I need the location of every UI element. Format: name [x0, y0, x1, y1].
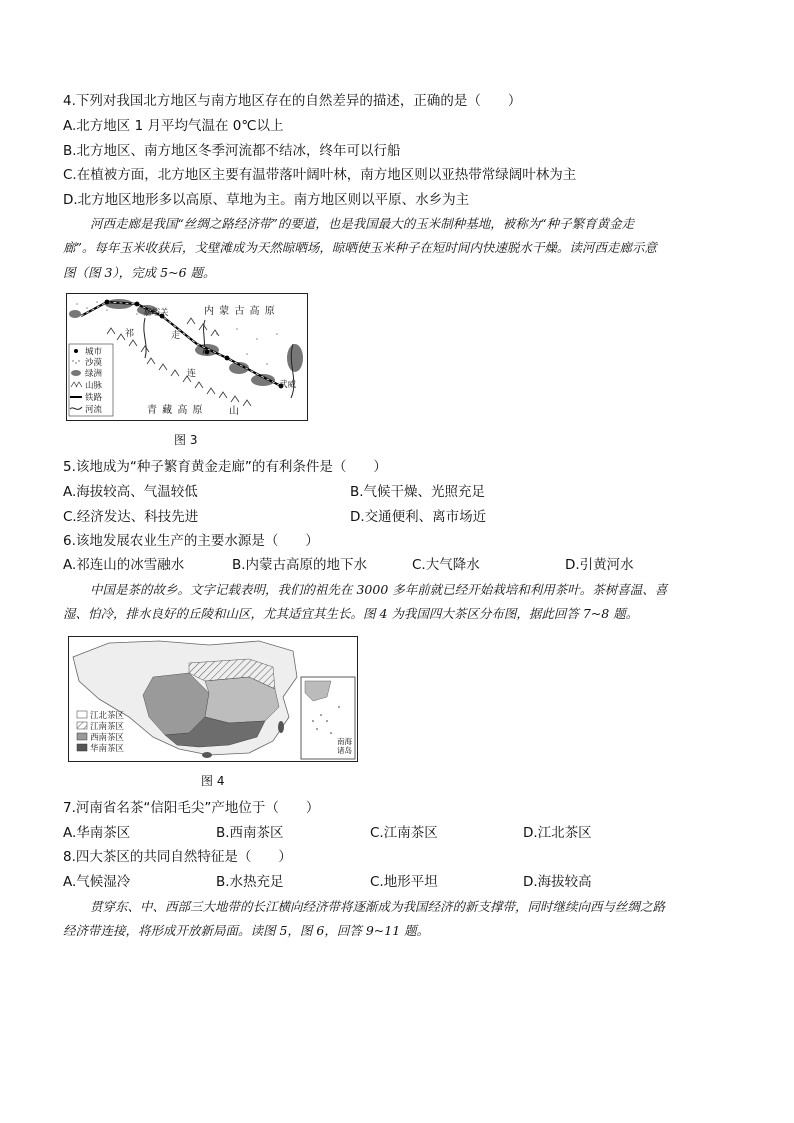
label-jiayuguan: 嘉峪关: [143, 308, 169, 318]
q7-option-a: A.华南茶区: [63, 825, 131, 841]
q7-option-b: B.西南茶区: [216, 825, 284, 841]
legend-swatch-southwest: [77, 733, 87, 740]
label-wuwei: 武威: [279, 380, 297, 390]
fig3-legend-desert: 沙漠: [85, 358, 103, 368]
label-lian: 连: [187, 369, 197, 379]
fig3-caption: 图 3: [174, 433, 198, 447]
fig3-legend-mountain: 山脉: [85, 381, 103, 391]
q6-stem: 6.该地发展农业生产的主要水源是（ ）: [63, 533, 319, 549]
q6-option-c: C.大气降水: [412, 557, 480, 573]
passage1-line1: 河西走廊是我国“丝绸之路经济带”的要道，也是我国最大的玉米制种基地，被称为“种子繁育黄金走: [90, 216, 635, 231]
q6-option-d: D.引黄河水: [565, 557, 634, 573]
fig4-caption: 图 4: [201, 774, 225, 788]
label-zou: 走: [171, 331, 181, 341]
q5-stem: 5.该地成为“种子繁育黄金走廊”的有利条件是（ ）: [63, 459, 387, 475]
legend-swatch-jiangnan: [77, 722, 87, 729]
passage3-line2: 经济带连接，将形成开放新局面。读图 5，图 6，回答 9~11 题。: [63, 923, 430, 938]
legend-oasis-icon: [71, 370, 81, 376]
q7-option-c: C.江南茶区: [370, 825, 438, 841]
fig4-legend-southchina: 华南茶区: [90, 744, 125, 754]
passage1-line2: 廊”。每年玉米收获后，戈壁滩成为天然晾晒场，晾晒使玉米种子在短时间内快速脱水干燥。读河西走廊示意: [63, 240, 657, 255]
passage3-line1: 贯穿东、中、西部三大地带的长江横向经济带将逐渐成为我国经济的新支撑带，同时继续向西与丝绸之路: [90, 899, 666, 914]
fig3-legend-oasis: 绿洲: [85, 369, 103, 379]
hexi-corridor-map: [66, 293, 308, 421]
q5-option-c: C.经济发达、科技先进: [63, 509, 199, 525]
hainan-island: [202, 752, 212, 758]
q4-option-a: A.北方地区 1 月平均气温在 0℃以上: [63, 118, 284, 134]
q4-option-c: C.在植被方面，北方地区主要有温带落叶阔叶林，南方地区则以亚热带常绿阔叶林为主: [63, 167, 577, 183]
q8-option-c: C.地形平坦: [370, 874, 438, 890]
fig3-legend-city: 城市: [85, 347, 103, 357]
passage1-line3: 图（图 3），完成 5~6 题。: [63, 265, 216, 280]
label-inner-mongolia: 内 蒙 古 高 原: [204, 306, 276, 317]
rivers: [144, 318, 297, 398]
q5-option-b: B.气候干燥、光照充足: [350, 484, 486, 500]
fig4-legend-southwest: 西南茶区: [90, 733, 125, 743]
legend-swatch-jiangbei: [77, 711, 87, 718]
passage2-line1: 中国是茶的故乡。文字记载表明，我们的祖先在 3000 多年前就已经开始栽培和利用茶叶。茶树喜温、喜: [90, 582, 668, 597]
passage2-line2: 湿、怕冷，排水良好的丘陵和山区，尤其适宜其生长。图 4 为我国四大茶区分布图，据此回答 7~8 题。: [63, 606, 639, 621]
label-shan: 山: [229, 406, 239, 417]
q4-stem: 4.下列对我国北方地区与南方地区存在的自然差异的描述，正确的是（ ）: [63, 93, 522, 109]
fig4-legend-jiangnan: 江南茶区: [90, 722, 125, 732]
label-qinghai-tibet: 青 藏 高 原: [147, 405, 204, 416]
fig3-legend-river: 河流: [85, 405, 103, 415]
taiwan-island: [278, 721, 284, 733]
q7-stem: 7.河南省名茶“信阳毛尖”产地位于（ ）: [63, 800, 320, 816]
q6-option-a: A.祁连山的冰雪融水: [63, 557, 185, 573]
q4-option-d: D.北方地区地形多以高原、草地为主。南方地区则以平原、水乡为主: [63, 192, 470, 208]
label-qi: 祁: [125, 329, 135, 339]
q4-option-b: B.北方地区、南方地区冬季河流都不结冰，终年可以行船: [63, 143, 401, 159]
tea-regions-map: [68, 636, 358, 762]
q8-stem: 8.四大茶区的共同自然特征是（ ）: [63, 849, 292, 865]
legend-swatch-southchina: [77, 744, 87, 751]
q5-option-a: A.海拔较高、气温较低: [63, 484, 198, 500]
q8-option-a: A.气候湿冷: [63, 874, 131, 890]
fig4-legend-jiangbei: 江北茶区: [90, 711, 125, 721]
fig4-inset-label: 南海诸岛: [337, 737, 352, 755]
q6-option-b: B.内蒙古高原的地下水: [232, 557, 368, 573]
q5-option-d: D.交通便利、离市场近: [350, 509, 487, 525]
q8-option-d: D.海拔较高: [523, 874, 592, 890]
legend-city-icon: [74, 349, 78, 353]
q8-option-b: B.水热充足: [216, 874, 284, 890]
q7-option-d: D.江北茶区: [523, 825, 592, 841]
fig3-legend-railway: 铁路: [85, 393, 103, 403]
